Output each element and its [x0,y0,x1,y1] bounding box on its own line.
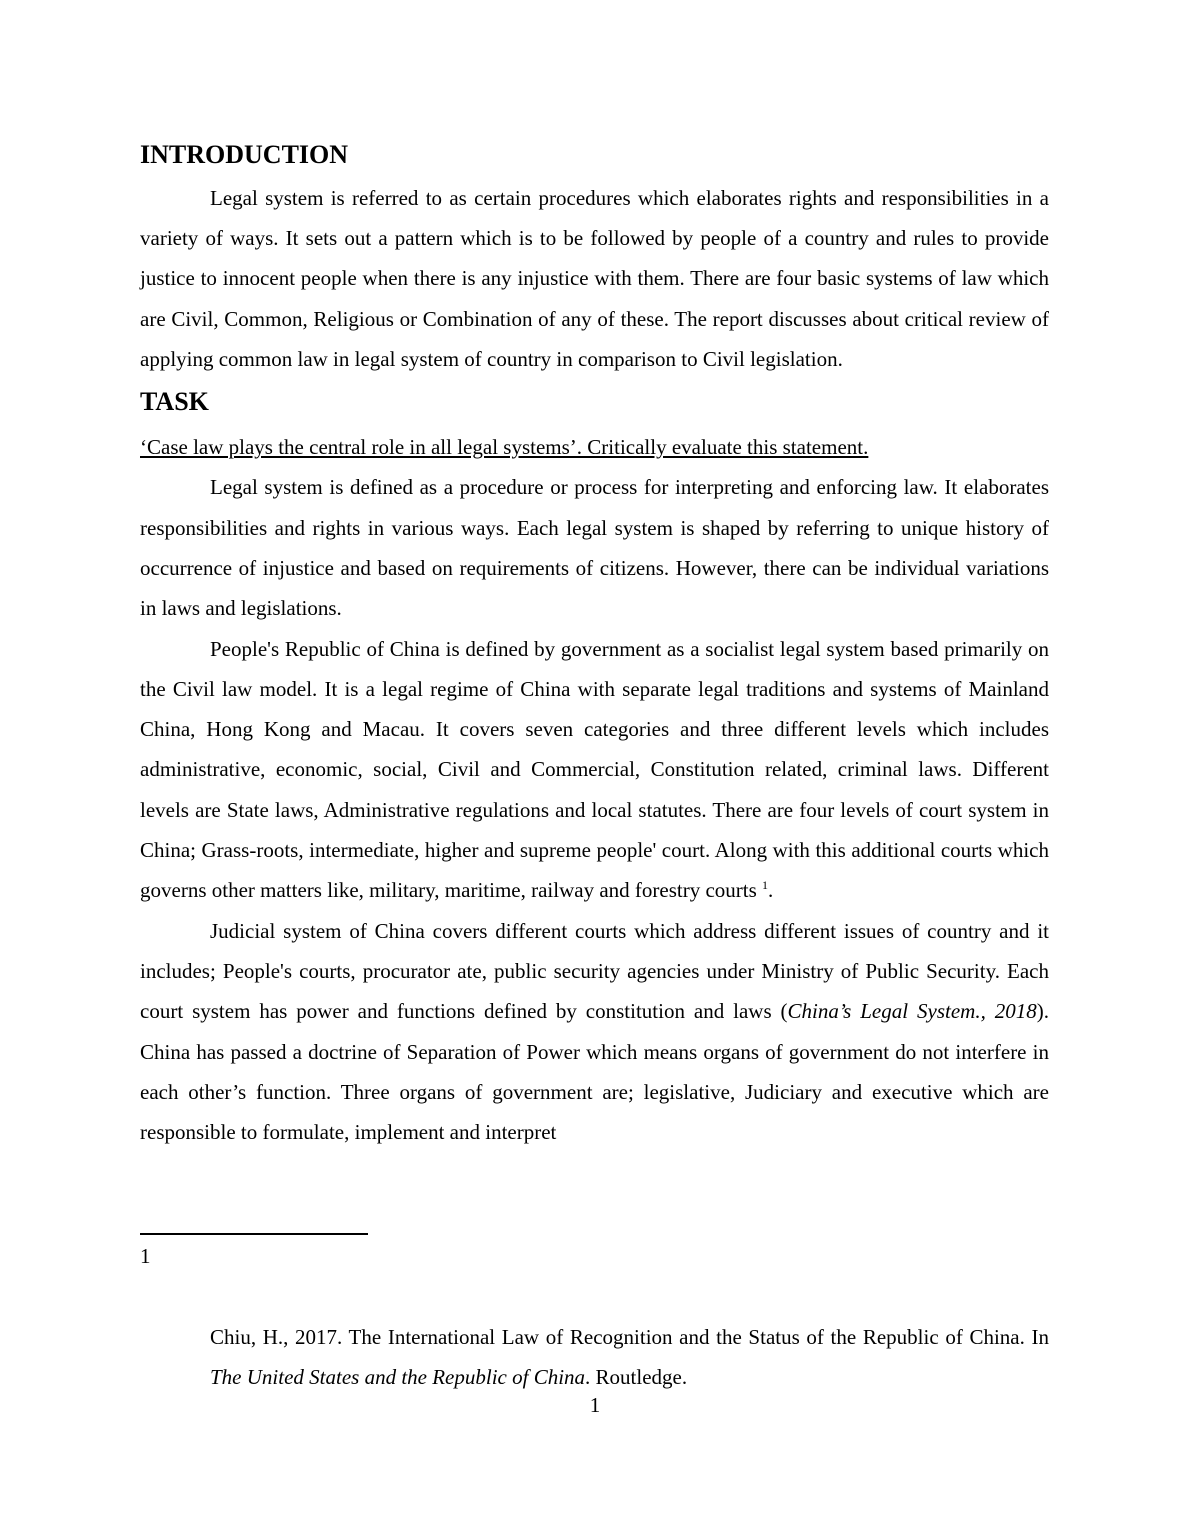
footnote-reference[interactable]: 1 [762,878,769,893]
task-paragraph-1: Legal system is defined as a procedure or process for interpreting and enforcing law. It elaborates responsibilities and rights in various ways. Each legal system is shaped by referring to unique history of occurrence of injustice and based on requirements of citizens. However, there can be individual variations in laws and legislations. [140,475,1049,621]
task-paragraph-2-text: People's Republic of China is defined by government as a socialist legal system based primarily on the Civil law model. It is a legal regime of China with separate legal traditions and systems of Mainland China, Hong Kong and Macau. It covers seven categories and three different levels which includes administrative, economic, social, Civil and Commercial, Constitution related, criminal laws. Different levels are State laws, Administrative regulations and local statutes. There are four levels of court system in China; Grass-roots, intermediate, higher and supreme people' court. Along with this additional courts which governs other matters like, military, maritime, railway and forestry courts [140,636,1049,903]
document-body [140,138,1049,1152]
task-statement: ‘Case law plays the central role in all legal systems’. Critically evaluate this statement. [140,435,869,460]
footnote-marker: 1 [140,1244,151,1268]
task-heading: TASK [140,387,209,417]
task-paragraph-2 [140,629,1049,911]
footnote-text-start: Chiu, H., 2017. The International Law of Recognition and the Status of the Republic of China. In [210,1325,1049,1349]
introduction-paragraph: Legal system is referred to as certain procedures which elaborates rights and responsibilities in a variety of ways. It sets out a pattern which is to be followed by people of a country and rules to provide justice to innocent people when there is any injustice with them. There are four basic systems of law which are Civil, Common, Religious or Combination of any of these. The report discusses about critical review of applying common law in legal system of country in comparison to Civil legislation. [140,185,1049,371]
introduction-heading: INTRODUCTION [140,140,349,169]
task-paragraph-3 [140,911,1049,1153]
footnote-book-title: The United States and the Republic of China [210,1365,586,1390]
citation-title: China’s Legal System., 2018 [787,999,1037,1024]
footnote-text-end: . Routledge. [585,1365,688,1390]
page-number: 1 [589,1393,601,1417]
footnote-text [210,1317,1049,1398]
task-paragraph-3-end: ). China has passed a doctrine of Separation of Power which means organs of government do not interfere in each other’s function. Three organs of government are; legislative, Judiciary and executive which are responsible to formulate, implement and interpret [140,999,1049,1145]
task-paragraph-2-end: . [768,878,774,903]
footnote-separator [140,1233,368,1235]
task-paragraph-3-start: Judicial system of China covers different courts which address different issues of country and it includes; People's courts, procurator ate, public security agencies under Ministry of Public Security. Each court system has power and functions defined by constitution and laws ( [140,918,1049,1024]
